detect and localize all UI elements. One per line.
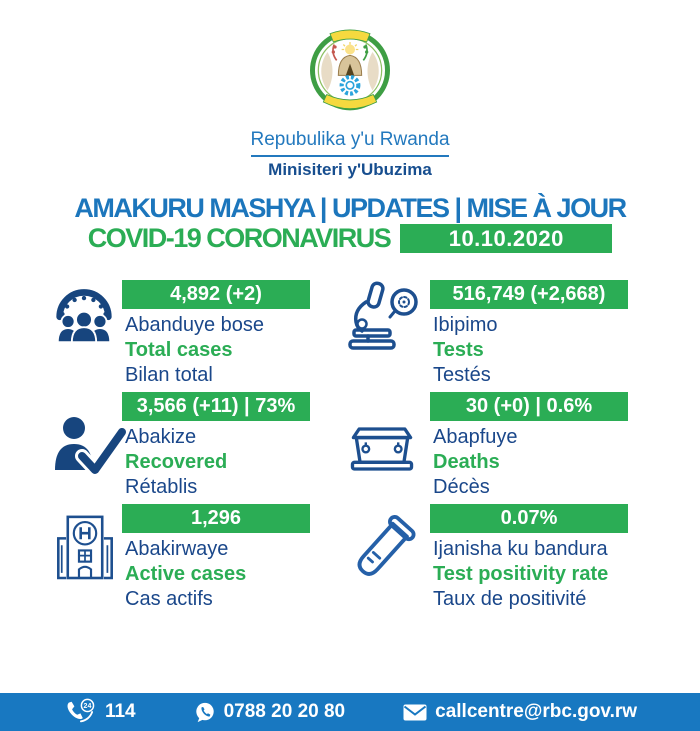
ministry-title: Minisiteri y'Ubuzima [268, 160, 432, 179]
whatsapp-icon [194, 701, 216, 723]
stat-label-fr: Rétablis [125, 476, 198, 498]
republic-title: Repubulika y'u Rwanda [250, 129, 450, 150]
email-contact [403, 701, 637, 723]
stat-test-positivity [342, 504, 628, 612]
hospital-icon [54, 512, 122, 582]
stat-value-test-positivity: 0.07% [430, 504, 628, 533]
stat-label-fr: Cas actifs [125, 588, 213, 610]
svg-text:24: 24 [83, 702, 92, 710]
stat-label-en: Test positivity rate [433, 563, 609, 585]
stat-label-rw: Abakirwaye [125, 538, 229, 560]
person-check-icon [54, 414, 122, 476]
stat-active-cases [54, 504, 310, 612]
hotline-contact [63, 698, 136, 726]
stat-label-fr: Décès [433, 476, 490, 498]
hotline-number: 114 [104, 701, 136, 722]
updates-title: AMAKURU MASHYA | UPDATES | MISE À JOUR [74, 193, 626, 223]
people-virus-icon [54, 282, 122, 346]
stat-label-fr: Taux de positivité [433, 588, 587, 610]
envelope-icon [403, 704, 427, 721]
stat-label-en: Deaths [433, 451, 500, 473]
phone-number: 0788 20 20 80 [223, 701, 346, 722]
coffin-icon [342, 422, 430, 476]
email-address: callcentre@rbc.gov.rw [435, 701, 638, 722]
stat-deaths [342, 392, 628, 500]
stat-label-fr: Bilan total [125, 364, 213, 386]
stat-label-en: Total cases [125, 339, 233, 361]
stat-value-active-cases: 1,296 [122, 504, 310, 533]
stat-label-fr: Testés [433, 364, 491, 386]
stat-label-rw: Abapfuye [433, 426, 518, 448]
microscope-icon [342, 280, 430, 352]
phone-contact [194, 701, 346, 723]
stat-tests [342, 280, 628, 388]
covid-title-row [0, 223, 700, 254]
stat-label-rw: Ijanisha ku bandura [433, 538, 608, 560]
header [0, 22, 700, 180]
stat-value-deaths: 30 (+0) | 0.6% [430, 392, 628, 421]
contact-footer [0, 693, 700, 731]
stat-total-cases [54, 280, 310, 388]
covid-title: COVID-19 CORONAVIRUS [87, 223, 391, 253]
phone-24-icon [63, 698, 97, 726]
stat-value-tests: 516,749 (+2,668) [430, 280, 628, 309]
stat-value-total-cases: 4,892 (+2) [122, 280, 310, 309]
stat-label-en: Active cases [125, 563, 247, 585]
rwanda-coat-of-arms-icon [300, 22, 400, 122]
stat-value-recovered: 3,566 (+11) | 73% [122, 392, 310, 421]
date-badge: 10.10.2020 [400, 224, 612, 253]
test-tube-icon [342, 508, 430, 592]
stat-label-en: Recovered [125, 451, 228, 473]
header-divider [251, 155, 449, 157]
stat-label-rw: Abakize [125, 426, 197, 448]
stat-recovered [54, 392, 310, 500]
stat-label-rw: Abanduye bose [125, 314, 265, 336]
stat-label-en: Tests [433, 339, 484, 361]
stat-label-rw: Ibipimo [433, 314, 498, 336]
